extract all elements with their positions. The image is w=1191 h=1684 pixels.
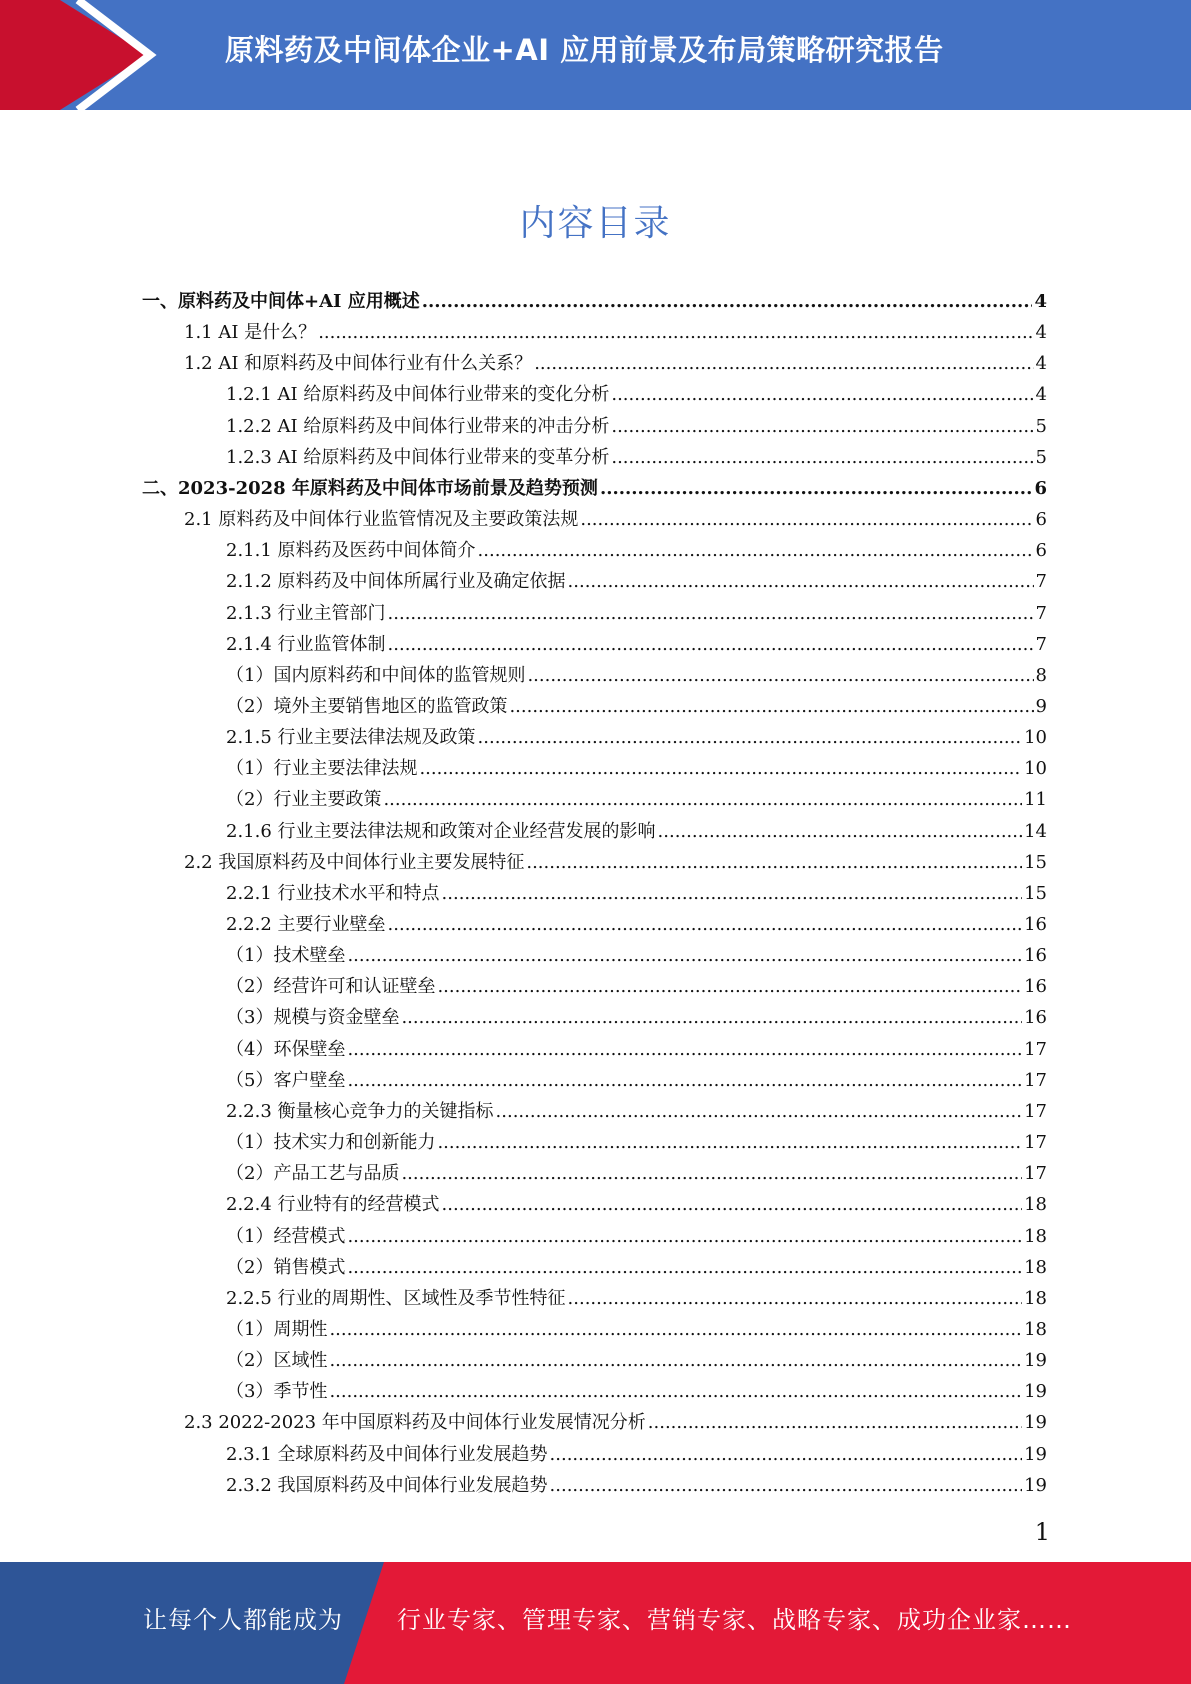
toc-entry[interactable] [184, 317, 1047, 348]
toc-entry-title: 2.2.3 衡量核心竞争力的关键指标 [226, 1101, 494, 1122]
toc-entry-page: 6 [1035, 509, 1047, 530]
toc-entry-title: 2.3.2 我国原料药及中间体行业发展趋势 [226, 1475, 548, 1496]
toc-entry-title: （2）产品工艺与品质 [226, 1163, 400, 1184]
toc-entry[interactable] [226, 784, 1047, 815]
toc-entry[interactable] [226, 629, 1047, 660]
toc-entry-title: （1）行业主要法律法规 [226, 758, 418, 779]
toc-dot-leader [580, 504, 1033, 535]
footer-slogan-left: 让每个人都能成为 [143, 1606, 343, 1634]
toc-entry-page: 17 [1024, 1070, 1047, 1091]
toc-entry-page: 11 [1024, 789, 1047, 810]
toc-dot-leader [496, 1096, 1023, 1127]
toc-entry-page: 19 [1024, 1475, 1047, 1496]
toc-entry[interactable] [226, 1189, 1047, 1220]
header-banner [0, 0, 1191, 110]
toc-entry[interactable] [142, 473, 1047, 504]
toc-entry[interactable] [226, 1252, 1047, 1283]
toc-entry-page: 5 [1035, 447, 1047, 468]
toc-dot-leader [422, 286, 1033, 317]
toc-dot-leader [329, 1314, 1022, 1345]
toc-entry-title: （4）环保壁垒 [226, 1039, 346, 1060]
toc-dot-leader [383, 784, 1022, 815]
toc-entry-page: 16 [1024, 914, 1047, 935]
toc-entry-page: 15 [1024, 852, 1047, 873]
toc-entry[interactable] [226, 535, 1047, 566]
toc-entry-title: 2.1.4 行业监管体制 [226, 634, 386, 655]
toc-entry-page: 18 [1024, 1257, 1047, 1278]
toc-entry[interactable] [226, 660, 1047, 691]
toc-dot-leader [419, 753, 1022, 784]
toc-entry[interactable] [226, 1065, 1047, 1096]
toc-entry[interactable] [226, 971, 1047, 1002]
toc-dot-leader [611, 442, 1033, 473]
toc-entry[interactable] [184, 847, 1047, 878]
toc-entry-title: 2.1.2 原料药及中间体所属行业及确定依据 [226, 571, 566, 592]
toc-dot-leader [658, 816, 1023, 847]
toc-dot-leader [347, 1065, 1022, 1096]
toc-entry-page: 6 [1035, 540, 1047, 561]
toc-entry-title: （3）季节性 [226, 1381, 328, 1402]
toc-entry-page: 10 [1024, 758, 1047, 779]
toc-entry-title: （3）规模与资金壁垒 [226, 1007, 400, 1028]
toc-entry-page: 19 [1024, 1381, 1047, 1402]
toc-entry-title: 1.2.3 AI 给原料药及中间体行业带来的变革分析 [226, 447, 610, 468]
toc-entry-page: 6 [1034, 478, 1047, 499]
toc-entry[interactable] [226, 1314, 1047, 1345]
toc-entry-title: 2.2.4 行业特有的经营模式 [226, 1194, 440, 1215]
toc-dot-leader [526, 847, 1022, 878]
toc-entry-title: 2.2.5 行业的周期性、区域性及季节性特征 [226, 1288, 566, 1309]
toc-entry-title: （2）行业主要政策 [226, 789, 382, 810]
toc-dot-leader [600, 473, 1033, 504]
toc-entry-title: 2.1.5 行业主要法律法规及政策 [226, 727, 476, 748]
toc-dot-leader [550, 1439, 1023, 1470]
toc-entry-title: 1.1 AI 是什么？ [184, 322, 317, 343]
toc-entry-page: 18 [1024, 1194, 1047, 1215]
toc-entry[interactable] [226, 1345, 1047, 1376]
toc-dot-leader [347, 1034, 1022, 1065]
toc-entry-page: 5 [1035, 416, 1047, 437]
toc-entry-page: 17 [1024, 1163, 1047, 1184]
toc-entry-title: （1）技术壁垒 [226, 945, 346, 966]
toc-dot-leader [347, 1252, 1022, 1283]
toc-entry-page: 18 [1024, 1226, 1047, 1247]
toc-entry[interactable] [226, 598, 1047, 629]
toc-entry-title: 2.2.1 行业技术水平和特点 [226, 883, 440, 904]
toc-entry-title: （2）销售模式 [226, 1257, 346, 1278]
toc-entry[interactable] [184, 1407, 1047, 1438]
toc-dot-leader [437, 1127, 1022, 1158]
toc-dot-leader [648, 1407, 1022, 1438]
toc-entry[interactable] [226, 753, 1047, 784]
toc-entry[interactable] [226, 1096, 1047, 1127]
toc-entry-title: 2.1.3 行业主管部门 [226, 603, 386, 624]
toc-entry-page: 18 [1024, 1288, 1047, 1309]
toc-entry-page: 17 [1024, 1101, 1047, 1122]
toc-entry[interactable] [226, 1283, 1047, 1314]
toc-entry-title: 2.1 原料药及中间体行业监管情况及主要政策法规 [184, 509, 579, 530]
toc-entry[interactable] [226, 691, 1047, 722]
toc-entry-title: 2.2 我国原料药及中间体行业主要发展特征 [184, 852, 525, 873]
toc-entry-page: 7 [1035, 603, 1047, 624]
toc-entry-page: 14 [1024, 821, 1047, 842]
toc-entry-page: 17 [1024, 1039, 1047, 1060]
toc-entry[interactable] [226, 1221, 1047, 1252]
toc-entry-page: 10 [1024, 727, 1047, 748]
toc-entry-page: 4 [1035, 322, 1047, 343]
toc-entry[interactable] [226, 940, 1047, 971]
toc-entry[interactable] [142, 286, 1047, 317]
toc-entry[interactable] [226, 442, 1047, 473]
toc-dot-leader [568, 566, 1034, 597]
toc-dot-leader [568, 1283, 1023, 1314]
toc-entry-page: 16 [1024, 945, 1047, 966]
toc-entry-title: （5）客户壁垒 [226, 1070, 346, 1091]
toc-entry-title: （1）国内原料药和中间体的监管规则 [226, 665, 526, 686]
toc-dot-leader [401, 1158, 1022, 1189]
toc-dot-leader [437, 971, 1022, 1002]
toc-entry-title: （2）境外主要销售地区的监管政策 [226, 696, 508, 717]
toc-entry-title: （2）区域性 [226, 1350, 328, 1371]
toc-entry-page: 19 [1024, 1412, 1047, 1433]
toc-entry-page: 17 [1024, 1132, 1047, 1153]
toc-entry-title: 2.1.1 原料药及医药中间体简介 [226, 540, 476, 561]
toc-entry-page: 8 [1035, 665, 1047, 686]
toc-entry-title: （1）经营模式 [226, 1226, 346, 1247]
toc-entry[interactable] [226, 722, 1047, 753]
toc-entry-page: 19 [1024, 1350, 1047, 1371]
toc-entry-page: 15 [1024, 883, 1047, 904]
toc-entry-title: 1.2.1 AI 给原料药及中间体行业带来的变化分析 [226, 384, 610, 405]
toc-entry[interactable] [226, 816, 1047, 847]
toc-dot-leader [347, 1221, 1022, 1252]
toc-dot-leader [611, 411, 1033, 442]
toc-entry-title: 2.3.1 全球原料药及中间体行业发展趋势 [226, 1444, 548, 1465]
toc-dot-leader [478, 535, 1034, 566]
toc-entry-title: 2.1.6 行业主要法律法规和政策对企业经营发展的影响 [226, 821, 656, 842]
page-number: 1 [1034, 1518, 1050, 1546]
toc-entry-title: 二、2023-2028 年原料药及中间体市场前景及趋势预测 [142, 478, 598, 499]
toc-dot-leader [401, 1002, 1022, 1033]
toc-dot-leader [478, 722, 1023, 753]
toc-entry[interactable] [226, 1127, 1047, 1158]
toc-dot-leader [388, 629, 1034, 660]
toc-dot-leader [611, 379, 1033, 410]
toc-dot-leader [442, 878, 1023, 909]
toc-entry-title: 2.3 2022-2023 年中国原料药及中间体行业发展情况分析 [184, 1412, 646, 1433]
toc-entry[interactable] [226, 411, 1047, 442]
toc-entry[interactable] [184, 504, 1047, 535]
toc-entry-title: （1）周期性 [226, 1319, 328, 1340]
footer-slogan-right: 行业专家、管理专家、营销专家、战略专家、成功企业家…… [397, 1606, 1072, 1634]
toc-dot-leader [347, 940, 1022, 971]
toc-entry-title: 1.2.2 AI 给原料药及中间体行业带来的冲击分析 [226, 416, 610, 437]
toc-entry[interactable] [226, 1376, 1047, 1407]
toc-entry-page: 4 [1035, 353, 1047, 374]
report-title: 原料药及中间体企业+AI 应用前景及布局策略研究报告 [225, 33, 944, 67]
toc-dot-leader [442, 1189, 1023, 1220]
toc-heading: 内容目录 [519, 203, 672, 244]
toc-entry[interactable] [184, 348, 1047, 379]
toc-entry-page: 16 [1024, 976, 1047, 997]
toc-entry[interactable] [226, 1034, 1047, 1065]
toc-entry-page: 7 [1035, 571, 1047, 592]
toc-entry-title: （2）经营许可和认证壁垒 [226, 976, 436, 997]
toc-entry-page: 4 [1035, 384, 1047, 405]
toc-entry[interactable] [226, 1158, 1047, 1189]
toc-dot-leader [329, 1345, 1022, 1376]
toc-entry-page: 4 [1034, 291, 1047, 312]
toc-entry-page: 18 [1024, 1319, 1047, 1340]
toc-entry-title: 2.2.2 主要行业壁垒 [226, 914, 386, 935]
toc-dot-leader [534, 348, 1033, 379]
toc-dot-leader [509, 691, 1033, 722]
toc-entry-title: （1）技术实力和创新能力 [226, 1132, 436, 1153]
toc-entry-page: 16 [1024, 1007, 1047, 1028]
toc-entry-page: 7 [1035, 634, 1047, 655]
toc-entry[interactable] [226, 878, 1047, 909]
toc-entry-title: 一、原料药及中间体+AI 应用概述 [142, 291, 420, 312]
toc-entry[interactable] [226, 1002, 1047, 1033]
toc-dot-leader [388, 909, 1023, 940]
toc-entry[interactable] [226, 379, 1047, 410]
toc-entry-title: 1.2 AI 和原料药及中间体行业有什么关系？ [184, 353, 533, 374]
toc-entry-page: 9 [1035, 696, 1047, 717]
toc-dot-leader [550, 1470, 1023, 1501]
toc-dot-leader [388, 598, 1034, 629]
toc-entry-page: 19 [1024, 1444, 1047, 1465]
toc-entry[interactable] [226, 909, 1047, 940]
toc-entry[interactable] [226, 1439, 1047, 1470]
toc-entry[interactable] [226, 566, 1047, 597]
toc-dot-leader [527, 660, 1033, 691]
toc-dot-leader [329, 1376, 1022, 1407]
toc-entry[interactable] [226, 1470, 1047, 1501]
toc-dot-leader [318, 317, 1033, 348]
